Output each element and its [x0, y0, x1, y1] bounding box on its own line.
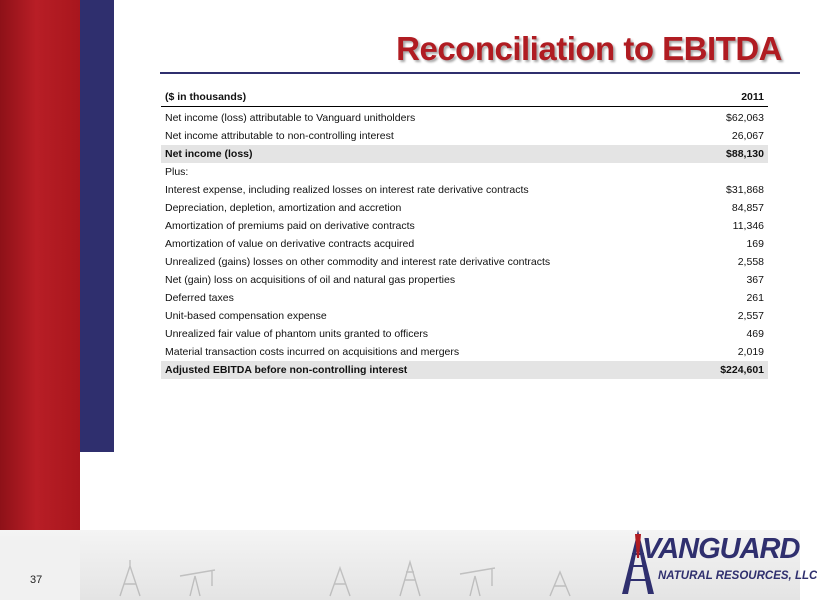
row-value: 2,019 [737, 346, 764, 358]
row-label: Unrealized (gains) losses on other commodity and interest rate derivative contracts [165, 256, 551, 268]
left-navy-band [80, 0, 114, 452]
table-row [161, 289, 768, 307]
vanguard-logo [618, 528, 817, 596]
left-red-band [0, 0, 80, 540]
oil-derricks-watermark [100, 546, 600, 596]
ebitda-reconciliation-table [161, 88, 768, 379]
row-label: Depreciation, depletion, amortization and accretion [165, 202, 402, 214]
logo-wordmark: VANGUARD [642, 533, 800, 565]
row-label: Material transaction costs incurred on acquisitions and mergers [165, 346, 460, 358]
row-label: Unit-based compensation expense [165, 310, 327, 322]
table-row [161, 109, 768, 127]
title-underline [160, 72, 800, 74]
row-label: Plus: [165, 166, 189, 178]
row-value: 367 [746, 274, 764, 286]
row-value: 26,067 [731, 130, 764, 142]
row-label: Net income attributable to non-controlling interest [165, 130, 394, 142]
table-row [161, 271, 768, 289]
page-number: 37 [30, 574, 43, 586]
row-value: 2,557 [737, 310, 764, 322]
table-row [161, 235, 768, 253]
row-value: 84,857 [731, 202, 764, 214]
row-label: Adjusted EBITDA before non-controlling interest [161, 361, 697, 379]
footer-left-panel [0, 540, 80, 600]
row-value: $88,130 [697, 145, 768, 163]
slide-title: Reconciliation to EBITDA [396, 30, 782, 67]
header-label: ($ in thousands) [161, 88, 697, 107]
logo-subtitle: NATURAL RESOURCES, LLC [658, 570, 817, 582]
row-label: Interest expense, including realized losses on interest rate derivative contracts [165, 184, 529, 196]
table-row [161, 253, 768, 271]
table-row [161, 127, 768, 145]
row-value: 469 [746, 328, 764, 340]
row-value: $31,868 [726, 184, 764, 196]
row-value: $62,063 [726, 112, 764, 124]
row-value: $224,601 [697, 361, 768, 379]
row-label: Net (gain) loss on acquisitions of oil and natural gas properties [165, 274, 456, 286]
row-label: Net income (loss) attributable to Vanguard unitholders [165, 112, 416, 124]
table-row [161, 343, 768, 361]
row-value: 261 [746, 292, 764, 304]
table-header-row [161, 88, 768, 107]
header-year: 2011 [697, 88, 768, 107]
table-row [161, 325, 768, 343]
row-value: 11,346 [732, 220, 764, 232]
table-row [161, 163, 768, 181]
table-row [161, 145, 768, 163]
table-row [161, 199, 768, 217]
row-label: Deferred taxes [165, 292, 234, 304]
row-label: Amortization of premiums paid on derivative contracts [165, 220, 415, 232]
row-label: Net income (loss) [161, 145, 697, 163]
row-label: Unrealized fair value of phantom units granted to officers [165, 328, 429, 340]
row-value [697, 163, 768, 181]
table-row [161, 181, 768, 199]
row-value: 2,558 [737, 256, 764, 268]
table-row [161, 361, 768, 379]
row-label: Amortization of value on derivative contracts acquired [165, 238, 415, 250]
table-row [161, 307, 768, 325]
table-row [161, 217, 768, 235]
row-value: 169 [746, 238, 764, 250]
